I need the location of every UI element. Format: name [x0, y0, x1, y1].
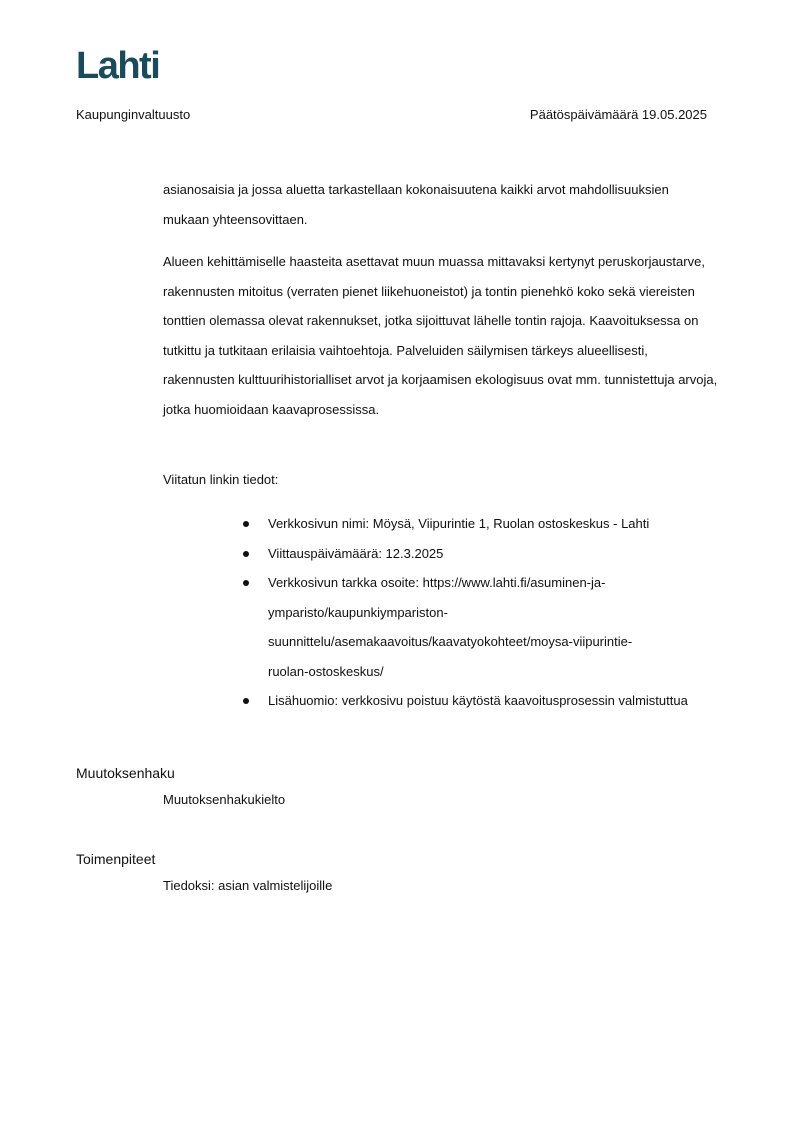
list-item-text: Verkkosivun nimi: Möysä, Viipurintie 1, Ruolan ostoskeskus - Lahti — [268, 516, 650, 531]
lahti-logo-text: Lahti — [76, 47, 160, 81]
link-intro: Viitatun linkin tiedot: — [163, 472, 279, 487]
bullet-icon — [243, 580, 249, 586]
actions-heading: Toimenpiteet — [76, 851, 156, 867]
list-item — [268, 509, 718, 539]
appeal-value: Muutoksenhakukielto — [163, 792, 286, 807]
bullet-icon — [243, 521, 249, 527]
link-address-part-2: ymparisto/kaupunkiympariston- — [268, 604, 448, 620]
paragraph-2: Alueen kehittämiselle haasteita asettavat muun muassa mittavaksi kertynyt peruskorjaustarve, rakennusten mitoitus (verraten pienet liikehuoneistot) ja tontin pienehkö koko sekä viereisten tonttien olemassa olevat rakennukset, jotka sijoittuvat lähelle tontin rajoja. Kaavoituksessa on tutkittu ja tutkitaan erilaisia vaihtoehtoja. Palveluiden säilymisen tärkeys alueellisesti, rakennusten kulttuurihistorialliset arvot ja korjaamisen ekologisuus ovat mm. tunnistettuja arvoja, jotka huomioidaan kaavaprosessissa. — [163, 254, 718, 417]
link-address-label: Verkkosivun tarkka osoite: — [268, 575, 420, 590]
link-details-list — [268, 509, 718, 716]
actions-value: Tiedoksi: asian valmistelijoille — [163, 878, 333, 893]
list-item — [268, 568, 718, 686]
list-item-text: Lisähuomio: verkkosivu poistuu käytöstä kaavoitusprosessin valmistuttua — [268, 693, 688, 708]
paragraph-1: asianosaisia ja jossa aluetta tarkastellaan kokonaisuutena kaikki arvot mahdollisuuksien mukaan yhteensovittaen. — [163, 182, 669, 227]
link-address-part-1: https://www.lahti.fi/asuminen-ja- — [422, 575, 606, 590]
list-item-text: Viittauspäivämäärä: 12.3.2025 — [268, 545, 444, 561]
organ-name: Kaupunginvaltuusto — [76, 107, 191, 122]
bullet-icon — [243, 551, 249, 557]
bullet-icon — [243, 698, 249, 704]
link-address-part-4: ruolan-ostoskeskus/ — [268, 663, 384, 679]
list-item — [268, 539, 718, 569]
list-item — [268, 686, 718, 716]
link-address-part-3: suunnittelu/asemakaavoitus/kaavatyokohteet/moysa-viipurintie- — [268, 634, 633, 649]
decision-date: Päätöspäivämäärä 19.05.2025 — [529, 107, 707, 122]
appeal-heading: Muutoksenhaku — [76, 765, 175, 781]
lahti-logo — [76, 47, 168, 81]
